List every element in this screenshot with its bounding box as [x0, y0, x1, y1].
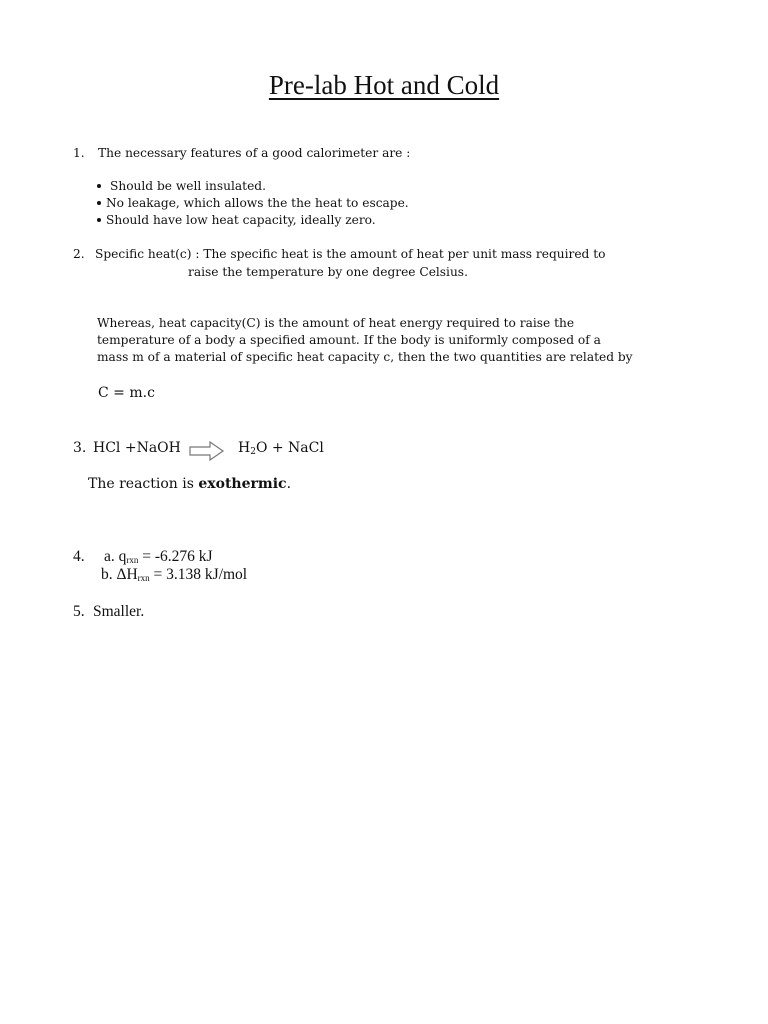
q4-a-value: = -6.276 kJ — [138, 548, 213, 565]
q4-a-subscript: rxn — [126, 555, 139, 565]
q4-b-subscript: rxn — [137, 573, 150, 583]
q2-para-line-3: mass m of a material of specific heat capacity c, then the two quantities are related by — [97, 350, 633, 364]
q4-a-label: a. q — [104, 548, 127, 565]
q3-number: 3. — [73, 440, 87, 456]
q1-bullet-2 — [97, 196, 409, 210]
q3-reactants: HCl +NaOH — [93, 440, 181, 456]
q1-bullet-1 — [97, 179, 266, 193]
q1-bullet-3 — [97, 213, 376, 227]
q2-line-1: Specific heat(c) : The specific heat is the amount of heat per unit mass required to — [95, 247, 606, 261]
q3-products-rest: O + NaCl — [255, 440, 324, 456]
bullet-icon — [97, 184, 101, 188]
q5-number: 5. — [73, 603, 85, 620]
bullet-icon — [97, 201, 101, 205]
bullet-icon — [97, 218, 101, 222]
q3-statement-bold: exothermic — [198, 476, 287, 492]
q3-products-h: H — [238, 440, 251, 456]
q2-number: 2. — [73, 247, 85, 261]
page-title: Pre-lab Hot and Cold — [268, 70, 500, 100]
q3-statement-post: . — [286, 476, 292, 492]
reaction-arrow-icon — [188, 440, 226, 462]
q2-para-line-1: Whereas, heat capacity(C) is the amount of heat energy required to raise the — [97, 316, 575, 330]
q4-b-value: = 3.138 kJ/mol — [149, 566, 248, 583]
q3-products-subscript: 2 — [250, 447, 256, 457]
q1-bullet-2-text: No leakage, which allows the the heat to escape. — [106, 196, 409, 210]
q3-products — [238, 440, 324, 457]
q3-statement-pre: The reaction is — [88, 476, 199, 492]
q1-number: 1. — [73, 146, 85, 160]
q2-para-line-2: temperature of a body a specified amount. If the body is uniformly composed of a — [97, 333, 601, 347]
q2-line-2: raise the temperature by one degree Celsius. — [188, 265, 468, 279]
q1-text: The necessary features of a good calorimeter are : — [98, 146, 411, 160]
q2-formula: C = m.c — [98, 385, 155, 401]
q3-statement — [88, 476, 291, 492]
q1-bullet-1-text: Should be well insulated. — [110, 179, 266, 193]
q4-part-b — [101, 566, 247, 584]
q4-part-a — [104, 548, 213, 566]
q4-number: 4. — [73, 548, 85, 565]
q5-text: Smaller. — [93, 603, 145, 620]
q1-bullet-3-text: Should have low heat capacity, ideally zero. — [106, 213, 376, 227]
q4-b-label: b. ΔH — [101, 566, 138, 583]
